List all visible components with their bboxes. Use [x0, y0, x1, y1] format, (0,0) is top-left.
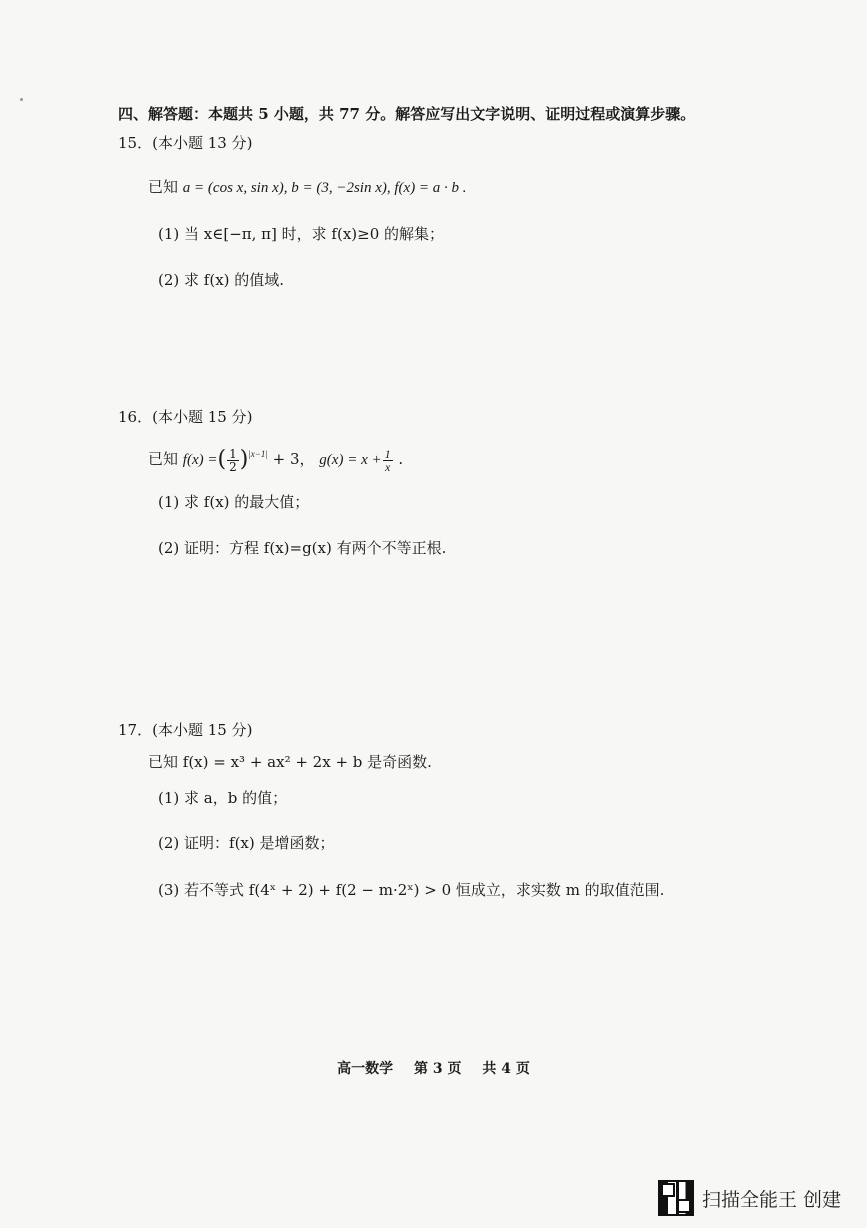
- q17-part1-text: 求 a，b 的值；: [184, 789, 288, 807]
- q15-stem-math: a = (cos x, sin x), b = (3, −2sin x), f(x) = a · b .: [182, 180, 467, 196]
- q16-f-fraction: [227, 448, 239, 473]
- q15-stem-prefix: 已知: [148, 178, 179, 196]
- q15-part1: [158, 224, 444, 244]
- q16-g-frac-den: x: [384, 459, 391, 474]
- q17-part3-label: (3): [158, 881, 180, 899]
- q16-f-def: f(x) =: [182, 452, 218, 468]
- section-heading: 四、解答题：本题共 5 小题，共 77 分。解答应写出文字说明、证明过程或演算步骤。: [118, 105, 696, 123]
- q16-part1-label: (1): [158, 493, 180, 511]
- q16-f-frac-num: 1: [229, 446, 237, 461]
- q16-stem: 已知 f(x) =( $\frac{1}{2}$ )$^{|x-1|}$ + 3， g(x) = x + $\frac{1}{x}$ .: [148, 446, 404, 474]
- q16-part2: [158, 538, 446, 558]
- q16-part1: [158, 492, 309, 512]
- scan-speck: [20, 98, 23, 101]
- q17-part2-label: (2): [158, 834, 180, 852]
- page-footer: [0, 1058, 867, 1078]
- q16-f-frac-den: 2: [229, 459, 237, 474]
- q17-part2-text: 证明：f(x) 是增函数；: [184, 834, 335, 852]
- q15-part2: [158, 270, 284, 290]
- q17-part2: [158, 833, 335, 853]
- q16-g-def-right: .: [398, 450, 404, 468]
- q16-stem-prefix: 已知: [148, 450, 179, 468]
- q16-g-frac-num: 1: [384, 446, 391, 461]
- watermark-text: 扫描全能王 创建: [701, 1188, 841, 1211]
- q17-part1-label: (1): [158, 789, 180, 807]
- q17-stem: 已知 f(x) = x³ + ax² + 2x + b 是奇函数.: [148, 753, 432, 771]
- q17-part3: [158, 880, 664, 900]
- q15-part2-label: (2): [158, 271, 180, 289]
- q16-header: 16．(本小题 15 分): [118, 408, 253, 426]
- q15-part2-text: 求 f(x) 的值域.: [184, 271, 285, 289]
- footer-total: 共 4 页: [482, 1061, 530, 1077]
- q15-part1-label: (1): [158, 225, 180, 243]
- scanner-watermark: [658, 1180, 841, 1216]
- q16-part1-text: 求 f(x) 的最大值；: [184, 493, 310, 511]
- footer-page: 第 3 页: [414, 1061, 462, 1077]
- q15-header: 15．(本小题 13 分): [118, 134, 253, 152]
- q15-part1-text: 当 x∈[−π, π] 时，求 f(x)≥0 的解集；: [184, 225, 445, 243]
- q17-part3-text: 若不等式 f(4ˣ + 2) + f(2 − m·2ˣ) > 0 恒成立，求实数 m 的取值范围.: [184, 881, 665, 899]
- q16-part2-label: (2): [158, 539, 180, 557]
- q16-f-def-right: + 3，: [272, 450, 315, 468]
- q16-f-exponent: |x−1|: [248, 449, 268, 459]
- q15-stem: [148, 177, 467, 198]
- qr-code-icon: [658, 1180, 694, 1216]
- q17-header: 17．(本小题 15 分): [118, 721, 253, 739]
- q16-part2-text: 证明：方程 f(x)=g(x) 有两个不等正根.: [184, 539, 447, 557]
- q16-g-fraction: [383, 448, 393, 473]
- footer-subject: 高一数学: [337, 1061, 394, 1077]
- q17-part1: [158, 788, 287, 808]
- q16-g-def: g(x) = x +: [319, 452, 382, 468]
